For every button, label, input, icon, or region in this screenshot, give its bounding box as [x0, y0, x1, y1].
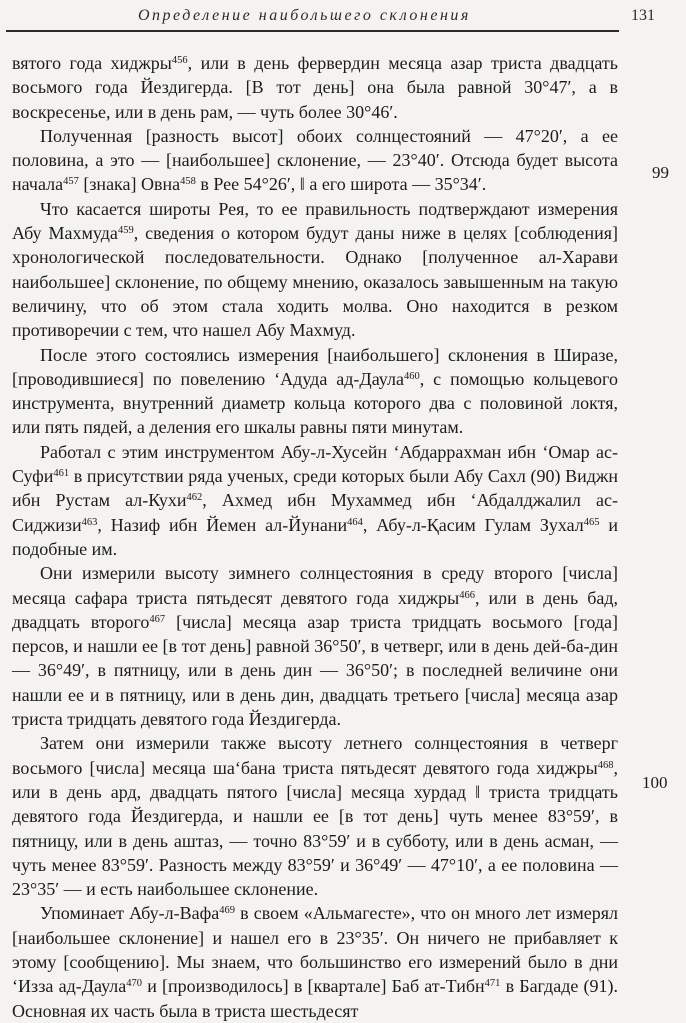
main-text — [12, 51, 618, 1023]
paragraph — [12, 440, 618, 561]
footnote-marker[interactable]: 460 — [403, 370, 420, 382]
text-run: и [производилось] в [квартале] Баб ат-Тибн — [142, 976, 485, 997]
text-run: в Рее 54°26′, ‖ а его широта — 35°34′. — [195, 174, 487, 195]
footnote-marker[interactable]: 467 — [149, 613, 166, 625]
text-run: , Назиф ибн Йемен ал-Йунани — [97, 514, 348, 535]
margin-number: 99 — [652, 163, 669, 182]
footnote-marker[interactable]: 462 — [186, 492, 203, 504]
text-run: , или в день бад, двадцать второго — [12, 587, 618, 632]
text-run: в присутствии ряда ученых, среди которых были Абу Сахл (90) Виджн ибн Рустам ал-Кухи — [12, 466, 618, 511]
footnote-marker[interactable]: 465 — [583, 516, 600, 528]
text-run: Упоминает Абу-л-Вафа — [40, 903, 220, 924]
paragraph — [12, 51, 618, 124]
paragraph — [12, 731, 618, 901]
text-run: вятого года хиджры — [12, 53, 172, 73]
paragraph — [12, 124, 618, 197]
text-run: Затем они измерили также высоту летнего солнцестояния в четверг восьмого [числа] месяца шаʻбана триста пятьдесят девятого года хиджры — [12, 733, 618, 778]
text-run: , Абу-л-Қасим Гулам Зухал — [362, 514, 584, 535]
footnote-marker[interactable]: 469 — [219, 905, 235, 917]
text-run: Полученная [разность высот] обоих солнцестояний — 47°20′, а ее половина, а это — [наибольшее] склонение, — 23°40′. Отсюда будет высота начала — [12, 125, 618, 195]
header-rule — [6, 30, 619, 32]
page-number: 131 — [631, 7, 655, 24]
footnote-marker[interactable]: 459 — [117, 225, 134, 237]
page-header — [6, 4, 655, 30]
paragraph — [12, 561, 618, 731]
text-run: , или в день ард, двадцать пятого [числа] месяца хурдад ‖ триста тридцать девятого года Йездигерда, и нашли ее [в тот день] чуть менее 83°59′, в пятницу, или в день аштаз, — точно 83°59′ и в субботу, или в день асман, — чуть менее 83°59′. Разность между 83°59′ и 36°49′ — 47°10′, а ее половина — 23°35′ — и есть наибольшее склонение. — [12, 757, 618, 900]
running-title: Определение наибольшего склонения — [138, 7, 471, 24]
paragraph — [12, 343, 618, 440]
text-run: , или в день фервердин месяца азар триста двадцать восьмого года Йездигерда. [В тот день] она была равной 30°47′, а в воскресенье, или в день рам, — чуть более 30°46′. — [12, 53, 618, 122]
footnote-marker[interactable]: 466 — [459, 589, 475, 601]
footnote-marker[interactable]: 456 — [171, 55, 188, 66]
text-run: Они измерили высоту зимнего солнцестояния в среду второго [числа] месяца сафара триста пятьдесят девятого года хиджры — [12, 563, 618, 608]
text-run: , Ахмед ибн Мухаммед ибн ʻАбдалджалил ас-Сиджизи — [12, 490, 618, 535]
text-run: Что касается широты Рея, то ее правильность подтверждают измерения Абу Махмуда — [12, 198, 618, 244]
text-run: [числа] месяца азар триста тридцать восьмого [года] персов, и нашли ее [в тот день] равной 36°50′, в четверг, или в день дей-ба-дин — 36°49′, в пятницу, или в день дин — 36°50′; в последней величине они нашли ее и в пятницу, или в день дин, двадцать третьего [числа] месяца азар триста тридцать девятого года Йездигерда. — [12, 611, 619, 730]
paragraph — [12, 901, 618, 1022]
footnote-marker[interactable]: 458 — [180, 176, 196, 188]
footnote-marker[interactable]: 457 — [63, 176, 79, 188]
text-run: в Багдаде (91). Основная их часть была в триста шестьдесят — [12, 976, 618, 1021]
text-run: После этого состоялись измерения [наибольшего] склонения в Ширазе, [проводившиеся] по повелению ʻАдуда ад-Даула — [12, 344, 618, 389]
footnote-marker[interactable]: 463 — [81, 516, 98, 528]
text-run: Работал с этим инструментом Абу-л-Хусейн ʻАбдаррахман ибн ʻОмар ас-Суфи — [12, 441, 618, 487]
footnote-marker[interactable]: 471 — [484, 978, 501, 990]
margin-number: 100 — [642, 773, 668, 792]
text-run: , сведения о котором будут даны ниже в целях [соблюдения] хронологической последовательности. Однако [полученное ал-Харави наибольшее] склонение, по общему мнению, оказалось завышенным на такую величину, что об этом стала ходить молва. Оно находится в резком противоречии с тем, что нашел Абу Махмуд. — [12, 223, 618, 341]
paragraph — [12, 197, 618, 343]
text-run: , с помощью кольцевого инструмента, внутренний диаметр кольца которого два с половиной локтя, или пять пядей, а деления его шкалы равны пяти минутам. — [12, 368, 618, 438]
text-run: в своем «Альмагесте», что он много лет измерял [наибольшее склонение] и нашел его в 23°35′. Он ничего не прибавляет к этому [сообщению]. Мы знаем, что большинство его измерений было в дни ʻИзза ад-Даула — [12, 903, 618, 997]
text-run: и подобные им. — [12, 514, 618, 559]
text-run: [знака] Овна — [78, 174, 181, 195]
footnote-marker[interactable]: 461 — [53, 468, 70, 480]
footnote-marker[interactable]: 464 — [347, 516, 363, 528]
footnote-marker[interactable]: 468 — [597, 759, 614, 771]
footnote-marker[interactable]: 470 — [126, 978, 143, 990]
